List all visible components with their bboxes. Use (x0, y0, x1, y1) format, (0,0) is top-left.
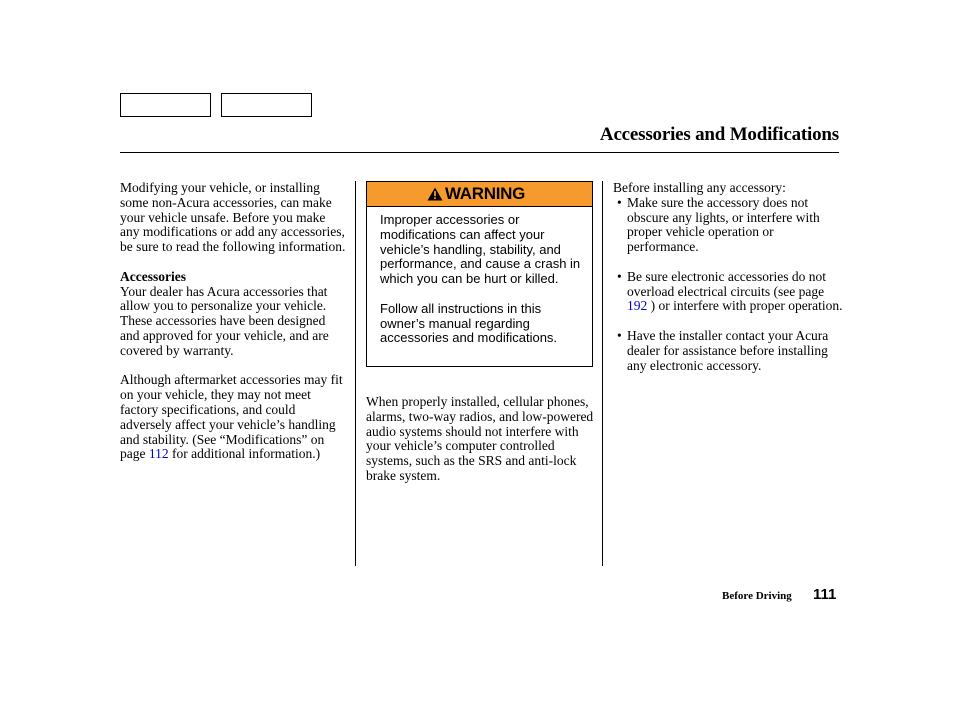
warning-paragraph-1: Improper accessories or modifications can affect your vehicle’s handling, stability, and performance, and cause a crash in which you can be hurt or killed. (380, 212, 581, 287)
warning-header (367, 182, 592, 207)
column-1 (120, 181, 348, 462)
footer-section-name: Before Driving (722, 590, 792, 602)
warning-paragraph-2: Follow all instructions in this owner’s manual regarding accessories and modifications. (380, 300, 558, 346)
title-rule (120, 152, 839, 153)
bullet-dot: • (617, 268, 622, 284)
warning-label: WARNING (445, 183, 526, 203)
nav-tab-2[interactable] (221, 93, 312, 117)
before-installing-intro: Before installing any accessory: (613, 180, 786, 195)
accessories-subheading: Accessories (120, 268, 186, 284)
bullet-item-1: • Make sure the accessory does not obscure any lights, or interfere with proper vehicle operation or performance. (617, 194, 820, 255)
bullet-dot: • (617, 194, 622, 210)
accessories-paragraph: Your dealer has Acura accessories that allow you to personalize your vehicle. These accessories have been designed and approved for your vehicle, and are covered by warranty. (120, 283, 329, 358)
column-3 (613, 181, 843, 373)
page-number: 111 (813, 586, 837, 603)
bullet-item-3: • Have the installer contact your Acura dealer for assistance before installing any electronic accessory. (617, 327, 829, 373)
column-divider-2 (602, 181, 603, 566)
cellular-paragraph: When properly installed, cellular phones, alarms, two-way radios, and low-powered audio systems should not interfere with your vehicle’s computer controlled systems, such as the SRS and anti-lock brake system. (366, 394, 594, 483)
nav-tab-1[interactable] (120, 93, 211, 117)
bullet-item-2: • Be sure electronic accessories do not overload electrical circuits (see page 192 ) or interfere with proper operation. (617, 268, 843, 314)
page-title: Accessories and Modifications (599, 124, 839, 145)
warning-box (366, 181, 593, 367)
page-link-192[interactable]: 192 (627, 298, 648, 314)
intro-paragraph: Modifying your vehicle, or installing some non-Acura accessories, can make your vehicle unsafe. Before you make any modifications or add any accessories, be sure to read the following information. (120, 180, 346, 255)
column-divider-1 (355, 181, 356, 566)
aftermarket-paragraph: Although aftermarket accessories may fit on your vehicle, they may not meet factory specifications, and could adversely affect your vehicle’s handling and stability. (See “Modifications” on page 112 for additional information.) (120, 372, 343, 462)
warning-triangle-icon (427, 187, 443, 201)
bullet-dot: • (617, 327, 622, 343)
column-2 (366, 181, 596, 484)
warning-body (367, 207, 592, 346)
page-link-112[interactable]: 112 (148, 446, 169, 462)
